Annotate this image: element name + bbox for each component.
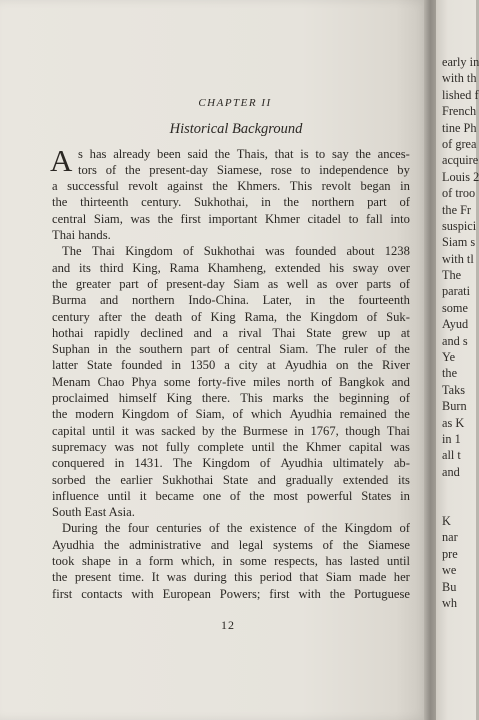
text-line: Burma and northern Indo-China. Later, in the fourteenth — [52, 293, 410, 308]
facing-text-line: acquire — [442, 153, 479, 168]
text-line: South East Asia. — [52, 505, 135, 520]
text-line: influence until it became one of the most powerful States in — [52, 488, 410, 503]
paragraph-3 — [52, 520, 410, 601]
facing-text-line: K — [442, 513, 451, 528]
text-line: supremacy was not fully complete until the Khmer capital was — [52, 439, 410, 454]
text-line: tors of the present-day Siamese, rose to independence by — [78, 162, 410, 177]
facing-text-line: we — [442, 563, 457, 578]
text-line: the present time. It was during this period that Siam made her — [52, 570, 410, 585]
facing-text-line: early in — [442, 55, 479, 69]
facing-text-line: nar — [442, 530, 458, 545]
facing-text-line: with th — [442, 71, 477, 86]
chapter-title: Historical Background — [169, 121, 303, 138]
chapter-heading: CHAPTER II — [198, 97, 272, 109]
text-line: latter State founded in 1350 a city at Ayudhia on the River — [52, 358, 410, 373]
drop-cap: A — [50, 142, 73, 178]
paragraph-1 — [50, 142, 410, 244]
facing-text-line — [442, 480, 479, 496]
facing-text-line: Siam s — [442, 235, 476, 250]
facing-text-line: parati — [442, 284, 470, 299]
text-block — [52, 95, 410, 602]
facing-text-line: Ayud — [442, 317, 469, 332]
facing-page — [436, 0, 479, 720]
facing-text-line: Taks — [442, 382, 466, 397]
facing-text-line: some — [442, 300, 468, 315]
facing-text-line: tine Ph — [442, 120, 477, 135]
text-line: century after the death of King Rama, the Kingdom of Suk- — [52, 309, 410, 324]
facing-text-line: Ye — [442, 350, 456, 365]
facing-text-line: Burn — [442, 399, 467, 414]
text-line: Ayudhia the administrative and legal systems of the Siamese — [52, 537, 410, 552]
facing-text-line: all t — [442, 448, 461, 463]
facing-text-line: the — [442, 366, 458, 381]
facing-text-line: wh — [442, 595, 458, 610]
facing-text-line: in 1 — [442, 431, 461, 446]
facing-text-line: Bu — [442, 579, 457, 594]
paragraph-2 — [52, 243, 410, 520]
text-line: The Thai Kingdom of Sukhothai was founded about 1238 — [62, 244, 410, 259]
text-line: conquered in 1431. The Kingdom of Ayudhia ultimately ab- — [52, 456, 410, 471]
text-line: the greater part of present-day Siam as well as over parts of — [52, 276, 410, 291]
facing-text-line: The — [442, 268, 462, 283]
text-line: Thai hands. — [52, 228, 111, 243]
text-line: During the four centuries of the existence of the Kingdom of — [62, 521, 410, 536]
text-line: central Siam, was the first important Khmer citadel to fall into — [52, 211, 410, 226]
text-line: sorbed the earlier Sukhothai State and gradually extended its — [52, 472, 410, 487]
text-line: hothai rapidly declined and a rival Thai State grew up at — [52, 325, 410, 340]
facing-text-line: with tl — [442, 251, 474, 266]
facing-text-line: of troo — [442, 186, 476, 201]
text-line: first contacts with European Powers; first with the Portuguese — [52, 586, 410, 601]
facing-text-line: French — [442, 104, 477, 119]
facing-text-line: Louis 2 — [442, 169, 479, 184]
facing-text-line: pre — [442, 546, 458, 561]
text-line: capital until it was sacked by the Burmese in 1767, though Thai — [52, 423, 410, 438]
page-number: 12 — [221, 618, 235, 632]
facing-text-line: of grea — [442, 136, 477, 151]
text-line: Suphan in the southern part of central Siam. The ruler of the — [52, 342, 410, 357]
facing-text-line: as K — [442, 415, 465, 430]
facing-text-line — [442, 497, 479, 513]
facing-text-line: and — [442, 464, 460, 479]
text-line: proclaimed himself King there. This marks the beginning of — [52, 391, 410, 406]
facing-text-line: and s — [442, 333, 468, 348]
facing-text-line: the Fr — [442, 202, 472, 217]
facing-text-line: lished f — [442, 87, 479, 102]
text-line: took shape in a form which, in some respects, has lasted until — [52, 554, 410, 569]
text-line: the modern Kingdom of Siam, of which Ayudhia remained the — [52, 407, 410, 422]
facing-page-text — [442, 54, 479, 611]
text-line: and its third King, Rama Khamheng, extended his sway over — [52, 260, 410, 275]
text-line: s has already been said the Thais, that is to say the ances- — [78, 146, 410, 161]
text-line: Menam Chao Phya some forty-five miles north of Bangkok and — [52, 374, 410, 389]
text-line: a successful revolt against the Khmers. This revolt began in — [52, 179, 410, 194]
facing-text-line: suspici — [442, 218, 477, 233]
text-line: the thirteenth century. Sukhothai, in the northern part of — [52, 195, 410, 210]
